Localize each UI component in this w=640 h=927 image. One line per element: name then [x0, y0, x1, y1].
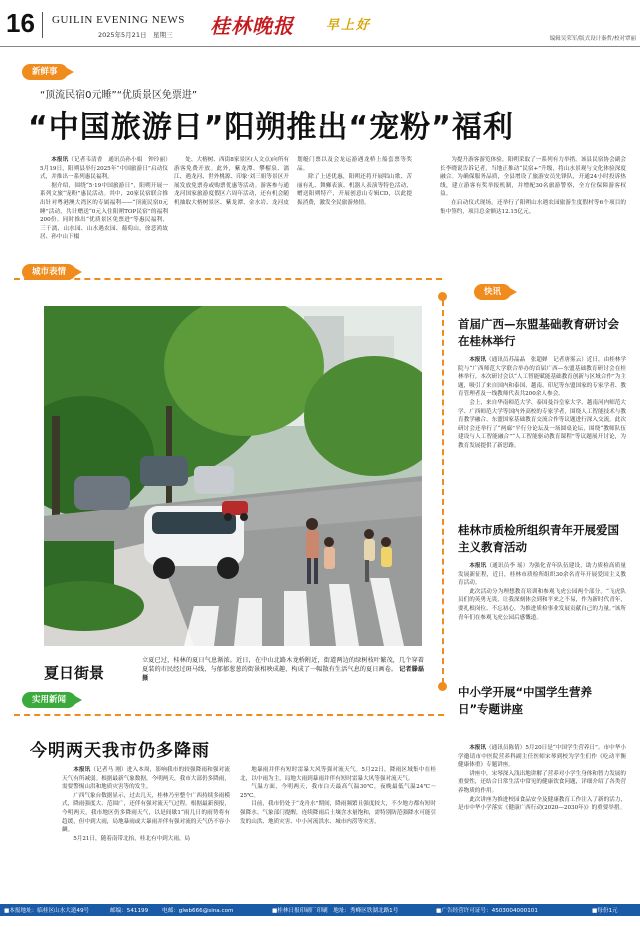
paragraph: 此次活动分为理想教育培训和参观飞虎公园两个部分。“飞虎队员们的英勇无畏，让我深刻体会到和平来之不易，作为新时代青年，要扎根岗位、不忘初心，为推进质检事业发展贡献自己的力量。”该所青年们在参观飞虎公园后感慨道。 [458, 588, 626, 621]
byline: 本报讯 [469, 563, 487, 569]
paragraph: 据介绍，围绕“5·19中国旅游日”，阳朔开展一系列文旅“宠粉”惠民活动。其中，20家民宿联合推出针对粤港澳大湾区的专属福利——“顶流民宿0元睡”活动，共计赠送“0元入住阳朔TOP民宿”的福利200份。同时推出“优质景区免票进”等惠民福利，三千漓、山水园、山水遇农园、葡萄山、徐悲鸿故居、孙中山下榻 [40, 182, 168, 241]
masthead-divider [42, 12, 43, 38]
paragraph: （记者马 刚）进入本周，影响我市的较强降雨和强对流天气有所减弱。根据最新气象数据，今明两天，我市大部仍多降雨，需要警惕山洪和地质灾害等的发生。 [62, 767, 230, 791]
caption-text: 立夏已过，桂林的夏日气息渐浓。近日，在中山北路木龙桥附近，街道两边的绿树枝叶繁茂，几个穿着夏装的市民经过斑马线，与郁郁葱葱的街景相映成趣，构成了一幅散有生活气息的夏日画卷。 [142, 657, 424, 673]
byline: 本报讯 [73, 767, 91, 773]
street-scene-image [44, 306, 422, 646]
byline: 本报讯 [51, 157, 69, 163]
section-badge-brief: 快讯 [474, 284, 511, 300]
dashed-divider-vertical [442, 300, 444, 684]
brief-body-3 [458, 744, 626, 894]
paper-name-en: GUILIN EVENING NEWS [52, 14, 185, 26]
lead-column-3 [440, 156, 626, 266]
paragraph: 除了上述优惠，阳朔还将开展唱山歌、苦丽有礼、舞狮表演、机器人表演等特色活动，赠送阳朔特产，开展创意山专辑CD，以此提振消费，激发全民旅游热情。 [297, 174, 412, 206]
footer [0, 900, 640, 927]
footer-price: ■每份1元 [592, 908, 618, 914]
paper-logo: 桂林晚报 [210, 14, 294, 38]
footer-license: ■广告经营许可证号：4503004000101 [436, 908, 538, 914]
brief-body-1 [458, 356, 626, 528]
section-name: 早上好 [326, 18, 372, 33]
paragraph: 气温方面，今明两天，我市白天最高气温30℃，夜晚最低气温24℃～25℃。 [240, 784, 436, 799]
street-photo [44, 306, 422, 646]
paragraph: 处、大榕树、西街8家景区(人文点)向所有游客免费开放。此外，紫龙潭、攀榴泉、漓江、遇龙河、世外桃源、印象·刘三姐等景区开展发放免票券或购票优惠等活动。游客参与通龙河国家旅游度假区六周年活动，还有机会随机抽取大榕树景区、紫龙潭、金水岩、龙河皮划艇门票以及会龙运游遇龙桥上船套票等奖品。 [174, 157, 412, 206]
paragraph: 此次讲座为推进校园食品安全及健康教育工作注入了新的活力，是市中华小学落实《健康广西行动(2020—2030年)》的重要举措。 [458, 796, 626, 812]
lead-column-1 [40, 156, 168, 266]
paragraph: 广西气象台数据显示，过去几天，桂林乃至整个广西持续多雨模式，降雨强度大、范围广，还伴有强对流天气过程。根据最新预报，今明两天，我市地区仍多降雨天气，以是间歇1“雨几日的雨势将有趋缓，但中到大雨，局地暴雨或大暴雨并伴有强对流的天气仍不容小觑。 [62, 792, 230, 834]
masthead [0, 0, 640, 50]
masthead-rule [0, 46, 640, 47]
paragraph: （通讯员陈倩）5月20日是“中国学生营养日”。市中华小学邀请市中医院营养科副主任医师宋琴到校为学生们作《吃动平衡 健康体重》专题讲座。 [458, 745, 626, 769]
footer-address: ■本报地址：临桂区山水大道49号 [4, 908, 90, 914]
brief-headline-1: 首届广西—东盟基础教育研讨会在桂林举行 [458, 317, 619, 348]
photo-title: 夏日街景 [44, 664, 105, 682]
section-badge-practical: 实用新闻 [22, 692, 76, 708]
paragraph: （通讯员李 瑶）为强化青年队伍建设，助力质检高质量发展新征程，近日，桂林市质检所组织30余名青年开展爱国主义教育活动。 [458, 563, 626, 587]
lead-column-2 [174, 156, 412, 266]
paragraph: 5月21日，随着南带北抬，桂北有中到大雨，局 [73, 835, 191, 842]
page-number: 16 [6, 8, 35, 38]
paragraph: （记者韦清香 通讯员孙小娟 钟玲丽）5月19日，阳朔县举行2025年“中国旅游日”启动仪式，并推出一系列惠民福利。 [40, 157, 168, 181]
lead-headline: “中国旅游日”阳朔推出“宠粉”福利 [28, 110, 514, 145]
editors-credit: 编辑吴荣军/版式设计秦哲/校对覃丽 [549, 36, 636, 42]
footer-email: 电邮：glwb666@sina.com [162, 908, 234, 914]
lead-kicker: “顶流民宿0元睡”“优质景区免票进” [40, 90, 198, 101]
weather-column-1 [62, 766, 230, 894]
issue-date: 2025年5月21日 星期三 [98, 31, 173, 39]
brief-headline-2: 桂林市质检所组织青年开展爱国主义教育活动 [458, 523, 619, 554]
brief-headline-3: 中小学开展“中国学生营养日”专题讲座 [458, 685, 593, 716]
section-badge-city: 城市表情 [22, 264, 76, 280]
paragraph: 会上，来自华南师范大学、泰国曼谷皇家大学、越南河内师范大学、广西师范大学等国内外高校的专家学者，围绕人工智能技术与教育教学融合、东盟国家基础教育交流合作等议题进行深入交流。此次研讨会还举行了“两廊”平行分论坛及一场圆桌论坛，围绕“教师队伍建设与人工智能融合”“人工智能驱动教育课程”等议题展开讨论，为教育发展提供了新思路。 [458, 399, 626, 449]
weather-column-2 [240, 766, 436, 894]
paragraph: 为提升游客游览体验，阳朔采取了一系列有力举措。该县民宿协会副会长李晓说告诉记者，当地正推动“民宿+”升级，将山水景观与文化体验深度融合。为确保服务品质，全县增设了旅游安员先锋队，开通24小时投诉热线，建立游客有奖举报机制，并增配30名旅游警察，全方位保障游客权益。 [440, 157, 626, 198]
paragraph: 目前，我市仍处于“龙舟水”期间，降雨频繁且强度较大，不少地方都有短时强降水。气象部门提醒，连续降雨后土壤含水量饱和，需特别防范强降水可能引发的山洪、地质灾害、中小河流洪水、城市内涝等灾害。 [240, 801, 436, 825]
section-badge-fresh: 新鲜事 [22, 64, 68, 80]
footer-postcode: 邮编：541199 [110, 908, 149, 914]
byline: 本报讯 [469, 357, 486, 363]
paragraph: 在启动仪式现场，还举行了阳朔山水遇农园旅游生度假村等6个项目的集中签约，项目总金额达12.15亿元。 [440, 199, 626, 215]
byline: 本报讯 [469, 745, 487, 751]
footer-printer: ■桂林日报印刷厂印刷 地址：秀峰区铁湖北路1号 [272, 908, 399, 914]
dashed-divider [14, 714, 444, 716]
photo-caption [142, 656, 431, 683]
divider-dot [438, 682, 447, 691]
dashed-divider [14, 278, 442, 280]
paragraph: 地暴雨并伴有短时雷暴大风等强对流天气。5月22日，降雨区域集中在桂北，以中雨为主，局地大雨到暴雨并伴有短时雷暴大风等强对流天气。 [240, 767, 436, 782]
paragraph: 讲座中，宋琴深入浅出地讲解了营养对小学生身体和智力发展的重要性，还结合日常生活中常见的健康饮食问题，详细介绍了各类营养物质的作用。 [458, 770, 626, 794]
brief-body-2 [458, 562, 626, 674]
paragraph: （通讯员苏晶晶 张超婵 记者唐雾云）近日，由桂林学院与“广西师范大学联合举办的首届广西—东盟基础教育研讨会在桂林举行。本次研讨会以“人工智能赋能基础教育创新与区域合作”为主题，吸引了来自国内和泰国、越南、印尼等东盟国家的专家学者、教育管理者及一线教师代表共200余人参会。 [458, 357, 626, 398]
photo-credit: 记者滕磊 摄 [142, 666, 431, 682]
weather-headline: 今明两天我市仍多降雨 [30, 741, 210, 761]
